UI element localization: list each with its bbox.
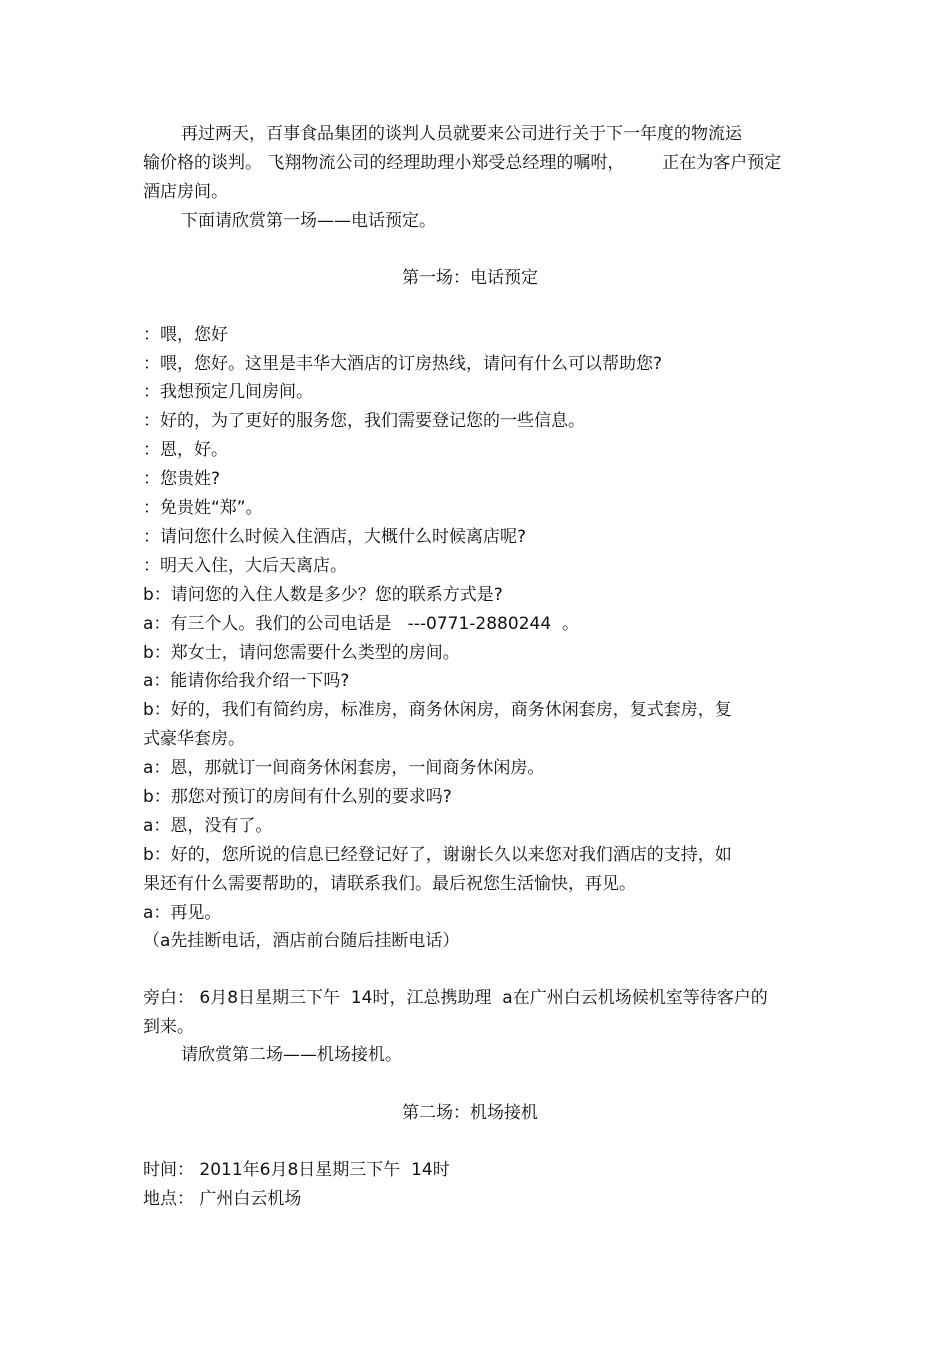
dialogue-line: b：好的，我们有简约房，标准房，商务休闲房，商务休闲套房，复式套房，复 <box>143 700 732 720</box>
narration-line-2: 到来。 <box>143 1017 194 1037</box>
dialogue-line: a：恩，那就订一间商务休闲套房，一间商务休闲房。 <box>143 758 545 778</box>
dialogue-line: a：恩，没有了。 <box>143 816 273 836</box>
dialogue-line: ：免贵姓“郑”。 <box>143 498 263 518</box>
dialogue-line: a：再见。 <box>143 903 222 923</box>
dialogue-line: b：郑女士，请问您需要什么类型的房间。 <box>143 643 460 663</box>
intro-line-2: 输价格的谈判。 飞翔物流公司的经理助理小郑受总经理的嘱咐， 正在为客户预定 <box>143 153 782 173</box>
dialogue-line: ：喂，您好。这里是丰华大酒店的订房热线，请问有什么可以帮助您? <box>143 354 663 374</box>
narration-line-3: 请欣赏第二场——机场接机。 <box>181 1045 402 1065</box>
dialogue-line: 果还有什么需要帮助的，请联系我们。最后祝您生活愉快，再见。 <box>143 874 636 894</box>
narration-line-1: 旁白： 6月8日星期三下午 14时，江总携助理 a在广州白云机场候机室等待客户的 <box>143 988 768 1008</box>
dialogue-line: 式豪华套房。 <box>143 729 245 749</box>
dialogue-line: ：喂，您好 <box>143 325 228 345</box>
dialogue-line: ：明天入住，大后天离店。 <box>143 556 347 576</box>
intro-line-1: 再过两天，百事食品集团的谈判人员就要来公司进行关于下一年度的物流运 <box>181 124 742 144</box>
dialogue-line: ：我想预定几间房间。 <box>143 382 313 402</box>
scene2-time: 时间： 2011年6月8日星期三下午 14时 <box>143 1160 450 1180</box>
scene1-title: 第一场：电话预定 <box>402 268 538 288</box>
dialogue-line: b：请问您的入住人数是多少？您的联系方式是? <box>143 585 503 605</box>
scene2-place: 地点： 广州白云机场 <box>143 1189 302 1209</box>
dialogue-line: a：能请你给我介绍一下吗? <box>143 671 350 691</box>
dialogue-line: b：好的，您所说的信息已经登记好了，谢谢长久以来您对我们酒店的支持，如 <box>143 845 732 865</box>
dialogue-line: ：请问您什么时候入住酒店，大概什么时候离店呢? <box>143 527 527 547</box>
dialogue-line: b：那您对预订的房间有什么别的要求吗? <box>143 787 452 807</box>
dialogue-line: a：有三个人。我们的公司电话是 ---0771-2880244 。 <box>143 614 579 634</box>
dialogue-line: ：恩，好。 <box>143 440 228 460</box>
intro-line-4: 下面请欣赏第一场——电话预定。 <box>181 211 436 231</box>
dialogue-line: ：好的，为了更好的服务您，我们需要登记您的一些信息。 <box>143 411 585 431</box>
dialogue-line: ：您贵姓? <box>143 469 221 489</box>
scene2-title: 第二场：机场接机 <box>402 1103 538 1123</box>
stage-direction: （a先挂断电话，酒店前台随后挂断电话） <box>143 931 460 951</box>
intro-line-3: 酒店房间。 <box>143 182 228 202</box>
